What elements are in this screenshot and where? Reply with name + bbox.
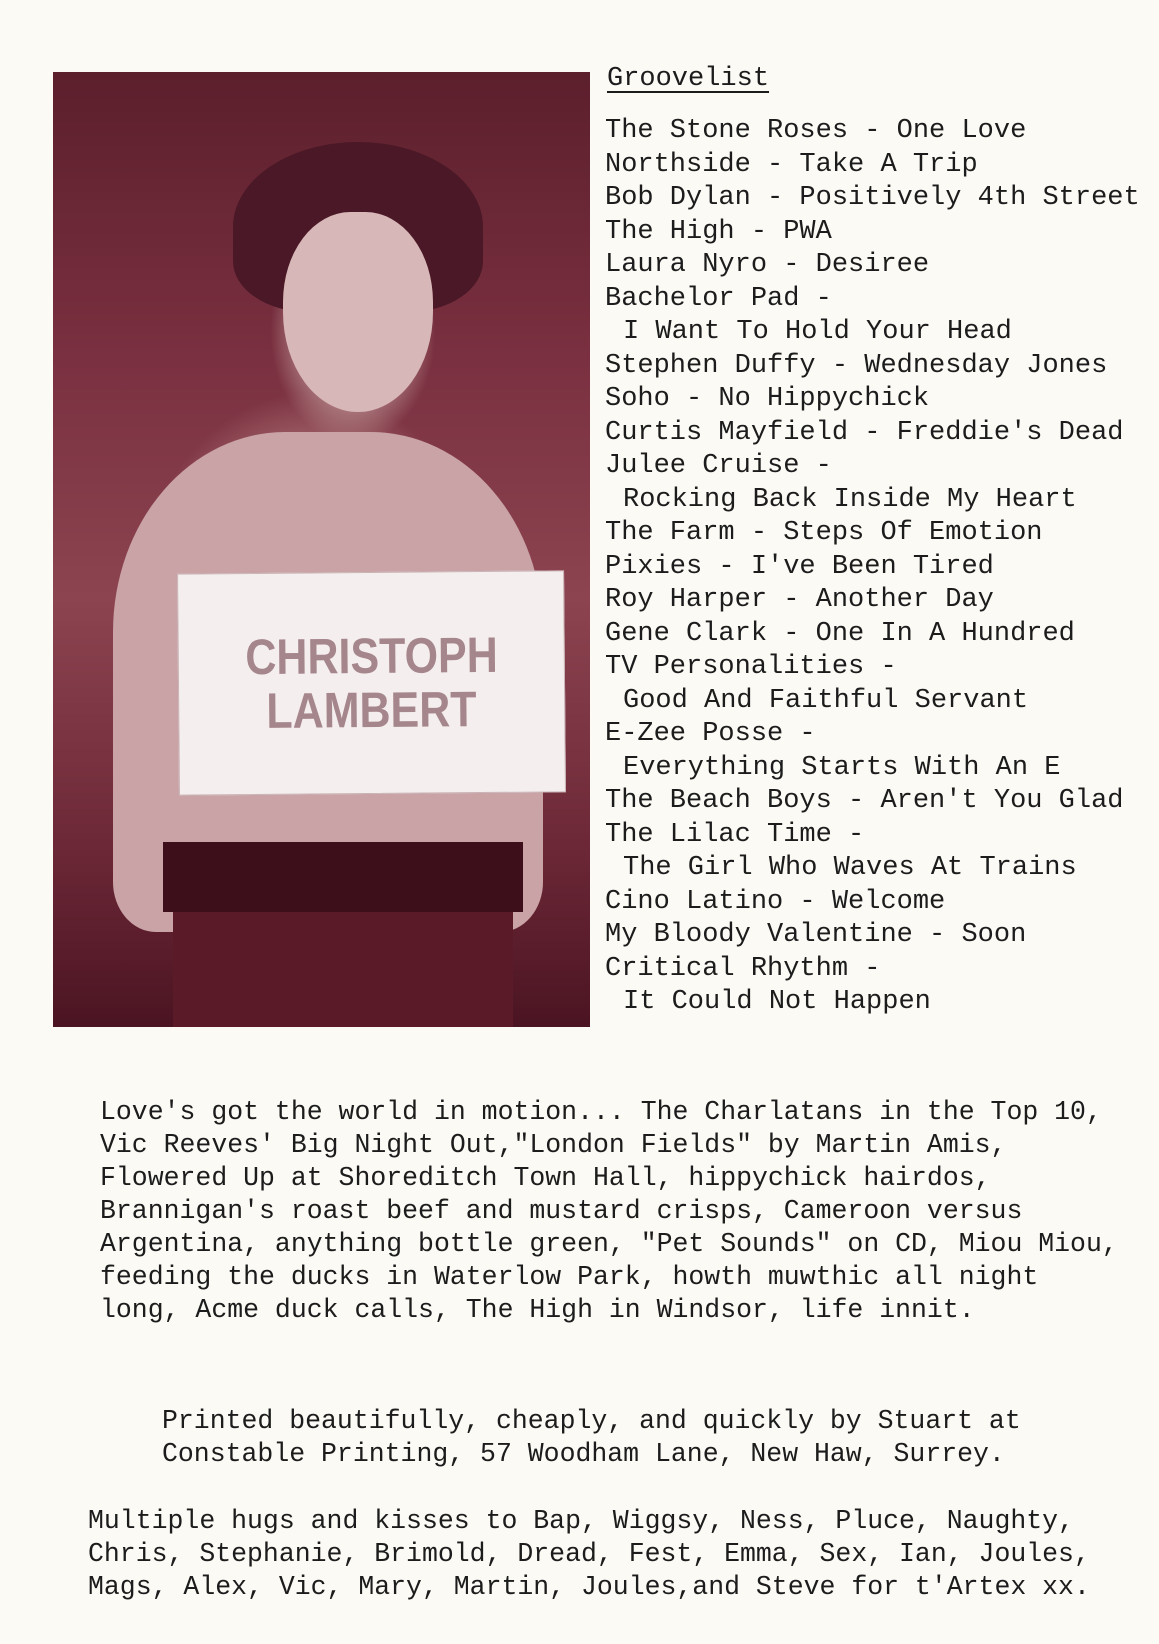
groovelist-item: Cino Latino - Welcome bbox=[605, 886, 946, 917]
groovelist-item: Laura Nyro - Desiree bbox=[605, 250, 930, 280]
groovelist-item: Julee Cruise - bbox=[605, 451, 832, 481]
groovelist-item: It Could Not Happen bbox=[623, 987, 931, 1017]
photo-face bbox=[283, 212, 433, 412]
groovelist-item: TV Personalities - bbox=[605, 652, 897, 682]
groovelist-item: Bachelor Pad - bbox=[605, 283, 832, 314]
groovelist-item: Roy Harper - Another Day bbox=[605, 585, 994, 615]
groovelist-item: Good And Faithful Servant bbox=[623, 685, 1029, 716]
groovelist-item: Pixies - I've Been Tired bbox=[605, 551, 994, 582]
groovelist-item: I Want To Hold Your Head bbox=[623, 317, 1012, 347]
groovelist-item: Bob Dylan - Positively 4th Street bbox=[605, 183, 1140, 213]
groovelist-item: Northside - Take A Trip bbox=[605, 149, 978, 180]
groovelist-item: E-Zee Posse - bbox=[605, 719, 816, 749]
groovelist-item: The Beach Boys - Aren't You Glad bbox=[605, 786, 1124, 816]
groovelist-item: The High - PWA bbox=[605, 216, 832, 247]
groovelist-item: The Lilac Time - bbox=[605, 819, 865, 850]
groovelist-item: My Bloody Valentine - Soon bbox=[605, 920, 1027, 950]
groovelist-item: Soho - No Hippychick bbox=[605, 384, 930, 414]
cover-photo bbox=[53, 72, 590, 1027]
groovelist-item: Everything Starts With An E bbox=[623, 752, 1061, 783]
intro-paragraph: Love's got the world in motion... The Charlatans in the Top 10, Vic Reeves' Big Night Out,"London Fields" by Martin Amis, Flowered Up at Shoreditch Town Hall, hippychick hairdos, Brannigan's roast beef and mustard crisps, Cameroon versus Argentina, anything bottle green, "Pet Sounds" on CD, Miou Miou, feeding the ducks in Waterlow Park, howth muwthic all night long, Acme duck calls, The High in Windsor, life innit. bbox=[100, 1097, 1118, 1325]
groovelist-item: The Girl Who Waves At Trains bbox=[623, 853, 1077, 883]
groovelist-title: Groovelist bbox=[607, 64, 770, 94]
groovelist-item: Curtis Mayfield - Freddie's Dead bbox=[605, 417, 1124, 448]
groovelist-item: Critical Rhythm - bbox=[605, 953, 881, 984]
groovelist-item: Gene Clark - One In A Hundred bbox=[605, 618, 1075, 649]
groovelist bbox=[605, 115, 1140, 1020]
groovelist-item: The Stone Roses - One Love bbox=[605, 116, 1027, 146]
thanks-paragraph: Multiple hugs and kisses to Bap, Wiggsy, Ness, Pluce, Naughty, Chris, Stephanie, Brimold, Dread, Fest, Emma, Sex, Ian, Joules, Mags, Alex, Vic, Mary, Martin, Joules,and Steve for t'Artex xx. bbox=[88, 1506, 1090, 1602]
photo-belt bbox=[163, 842, 523, 912]
groovelist-item: Rocking Back Inside My Heart bbox=[623, 484, 1077, 515]
photo-legs bbox=[173, 912, 513, 1027]
photo-sign bbox=[177, 570, 566, 795]
groovelist-item: The Farm - Steps Of Emotion bbox=[605, 518, 1043, 548]
groovelist-item: Stephen Duffy - Wednesday Jones bbox=[605, 350, 1108, 381]
sign-line-2: LAMBERT bbox=[266, 681, 478, 739]
printer-credit: Printed beautifully, cheaply, and quickly by Stuart at Constable Printing, 57 Woodham Lane, New Haw, Surrey. bbox=[162, 1406, 1021, 1469]
sign-line-1: CHRISTOPH bbox=[244, 626, 498, 686]
